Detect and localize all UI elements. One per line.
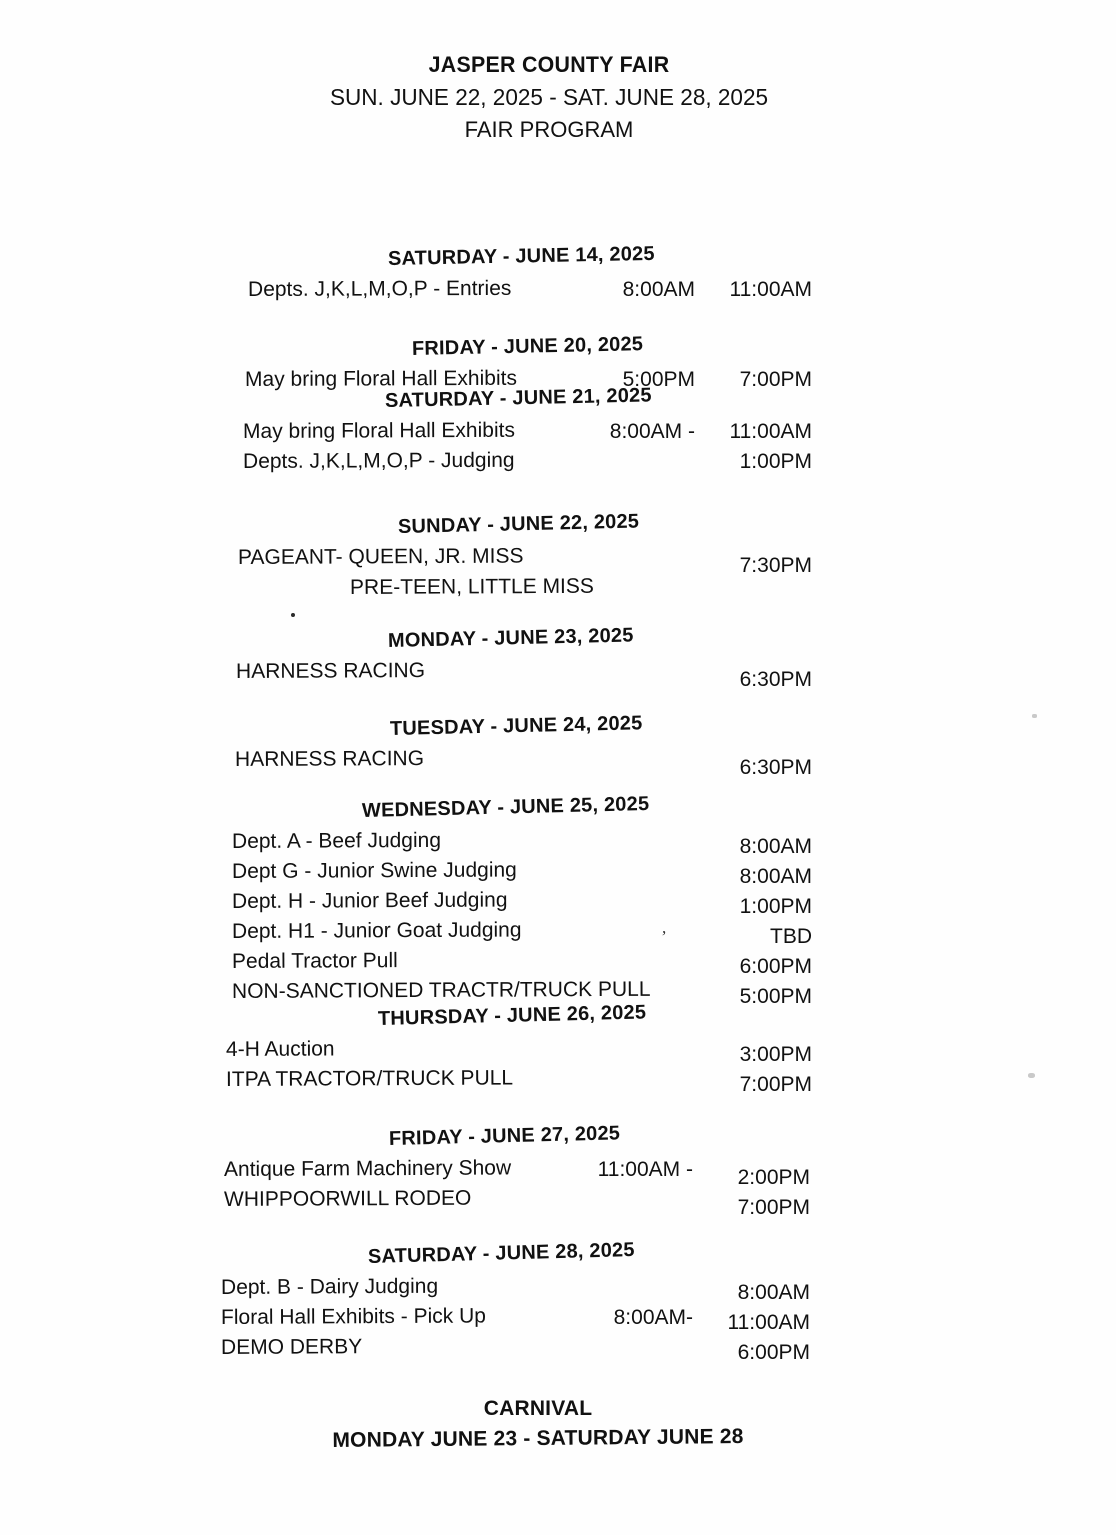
event-end-time: TBD xyxy=(770,925,812,948)
event-row xyxy=(0,278,1116,308)
event-row xyxy=(0,748,1116,778)
event-end-time: 5:00PM xyxy=(739,985,812,1008)
event-end-time: 8:00AM xyxy=(739,835,812,858)
day-heading: SUNDAY - JUNE 22, 2025 xyxy=(397,510,640,538)
carnival-title: CARNIVAL xyxy=(483,1397,593,1420)
event-name: NON-SANCTIONED TRACTR/TRUCK PULL xyxy=(231,977,651,1003)
day-heading: MONDAY - JUNE 23, 2025 xyxy=(387,624,634,652)
document-header xyxy=(0,54,1116,141)
event-start-time: 5:00PM xyxy=(622,368,695,391)
event-row xyxy=(0,1068,1116,1098)
page-title: JASPER COUNTY FAIR xyxy=(428,52,670,77)
day-heading: WEDNESDAY - JUNE 25, 2025 xyxy=(361,792,650,822)
event-name: Dept. B - Dairy Judging xyxy=(220,1274,439,1299)
event-name: May bring Floral Hall Exhibits xyxy=(242,418,515,443)
event-start-time: 11:00AM - xyxy=(597,1158,693,1181)
event-end-time: 6:30PM xyxy=(739,756,812,779)
event-end-time: 1:00PM xyxy=(739,450,812,473)
event-end-time: 8:00AM xyxy=(737,1281,810,1304)
event-name: Depts. J,K,L,M,O,P - Judging xyxy=(242,448,515,473)
event-start-time: 8:00AM- xyxy=(613,1306,693,1329)
event-row xyxy=(0,920,1116,950)
scan-faint-artifact-lower xyxy=(1028,1073,1035,1078)
event-name: Dept G - Junior Swine Judging xyxy=(231,858,517,883)
event-row xyxy=(0,1336,1116,1366)
event-start-time: 8:00AM xyxy=(622,278,695,301)
event-start-time: 8:00AM - xyxy=(609,420,695,443)
event-row xyxy=(0,890,1116,920)
event-name: PAGEANT- QUEEN, JR. MISS xyxy=(237,544,524,569)
event-row xyxy=(0,546,1116,576)
event-row xyxy=(0,1158,1116,1188)
event-row xyxy=(0,830,1116,860)
event-row xyxy=(0,660,1116,690)
day-heading: SATURDAY - JUNE 28, 2025 xyxy=(367,1239,635,1268)
event-name: Depts. J,K,L,M,O,P - Entries xyxy=(247,276,512,301)
event-name: PRE-TEEN, LITTLE MISS xyxy=(349,574,594,599)
event-row xyxy=(0,420,1116,450)
event-end-time: 7:00PM xyxy=(739,368,812,391)
program-label: FAIR PROGRAM xyxy=(464,117,634,142)
event-row xyxy=(0,576,1116,606)
event-end-time: 7:00PM xyxy=(739,1073,812,1096)
event-end-time: 6:00PM xyxy=(737,1341,810,1364)
day-heading: FRIDAY - JUNE 20, 2025 xyxy=(411,333,644,360)
event-end-time: 7:30PM xyxy=(739,554,812,577)
day-heading: THURSDAY - JUNE 26, 2025 xyxy=(377,1001,647,1030)
event-name: ITPA TRACTOR/TRUCK PULL xyxy=(225,1066,514,1091)
event-name: DEMO DERBY xyxy=(220,1335,363,1359)
event-name: Dept. H1 - Junior Goat Judging xyxy=(231,918,522,943)
event-end-time: 7:00PM xyxy=(737,1196,810,1219)
event-name: Dept. H - Junior Beef Judging xyxy=(231,888,508,913)
event-name: WHIPPOORWILL RODEO xyxy=(223,1186,472,1211)
event-end-time: 6:00PM xyxy=(739,955,812,978)
event-row xyxy=(0,1276,1116,1306)
event-end-time: 11:00AM xyxy=(727,1311,810,1334)
event-name: May bring Floral Hall Exhibits xyxy=(244,366,517,391)
event-name: Floral Hall Exhibits - Pick Up xyxy=(220,1304,486,1329)
event-name: 4-H Auction xyxy=(225,1037,335,1061)
fair-date-range: SUN. JUNE 22, 2025 - SAT. JUNE 28, 2025 xyxy=(329,84,769,110)
event-end-time: 1:00PM xyxy=(739,895,812,918)
event-row xyxy=(0,1306,1116,1336)
event-end-time: 11:00AM xyxy=(729,420,812,443)
event-end-time: 3:00PM xyxy=(739,1043,812,1066)
scan-speck-artifact xyxy=(291,613,295,617)
event-name: Antique Farm Machinery Show xyxy=(223,1156,512,1181)
event-end-time: 2:00PM xyxy=(737,1166,810,1189)
event-row xyxy=(0,1038,1116,1068)
carnival-date-range: MONDAY JUNE 23 - SATURDAY JUNE 28 xyxy=(332,1425,744,1452)
day-heading: TUESDAY - JUNE 24, 2025 xyxy=(389,712,643,740)
event-name: HARNESS RACING xyxy=(234,747,425,771)
event-name: HARNESS RACING xyxy=(235,659,426,683)
document-footer xyxy=(0,1397,1116,1452)
scan-comma-artifact: , xyxy=(662,918,667,937)
event-name: Dept. A - Beef Judging xyxy=(231,828,442,853)
day-heading: SATURDAY - JUNE 14, 2025 xyxy=(387,242,655,270)
event-row xyxy=(0,1188,1116,1218)
event-row xyxy=(0,950,1116,980)
day-heading: SATURDAY - JUNE 21, 2025 xyxy=(384,384,652,412)
event-row xyxy=(0,450,1116,480)
scan-faint-artifact-right xyxy=(1032,714,1037,718)
event-end-time: 8:00AM xyxy=(739,865,812,888)
day-heading: FRIDAY - JUNE 27, 2025 xyxy=(388,1122,621,1150)
event-name: Pedal Tractor Pull xyxy=(231,949,398,973)
event-row xyxy=(0,860,1116,890)
event-end-time: 6:30PM xyxy=(739,668,812,691)
event-end-time: 11:00AM xyxy=(729,278,812,301)
